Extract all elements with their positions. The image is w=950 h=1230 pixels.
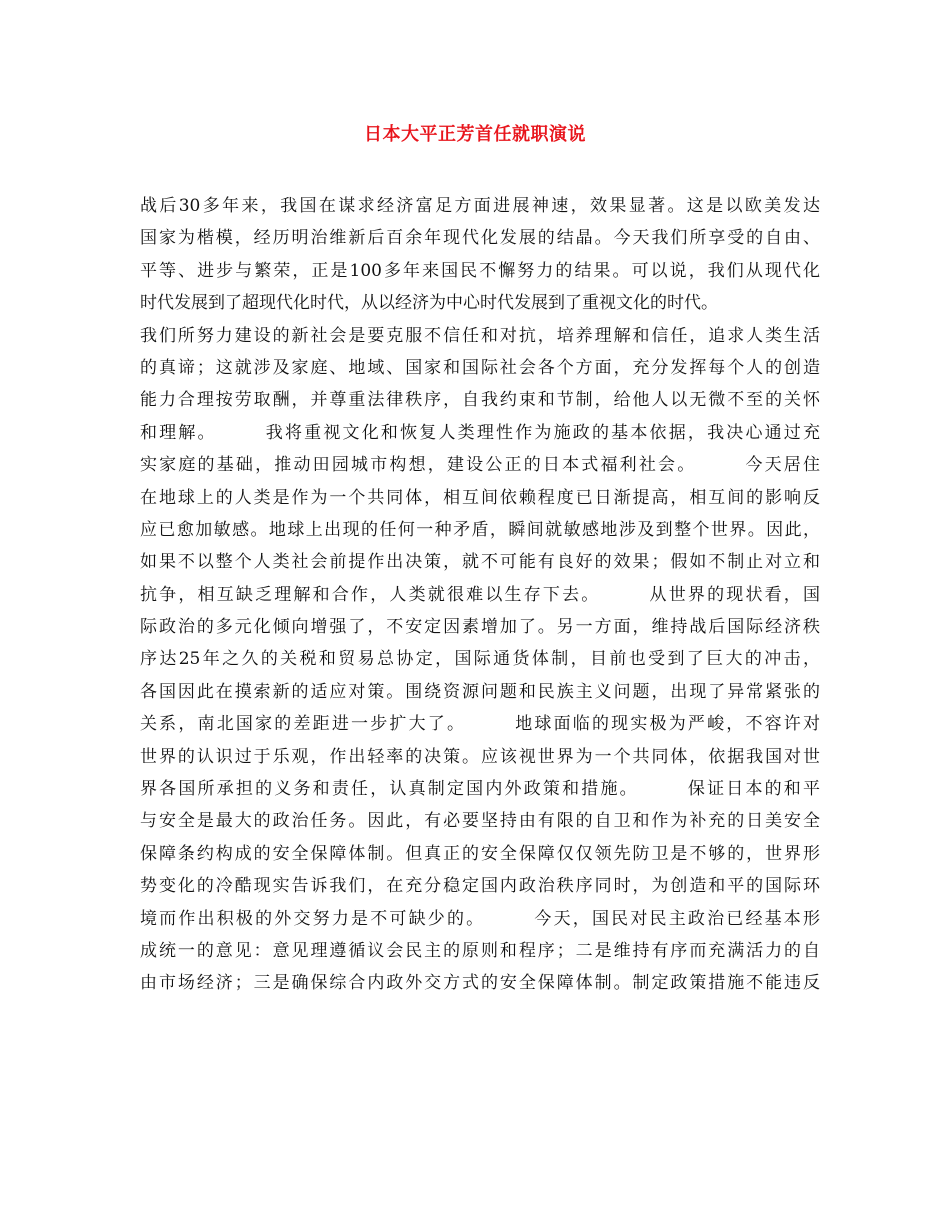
body-line: 势变化的冷酷现实告诉我们，在充分稳定国内政治秩序同时，为创造和平的国际环 [140, 876, 820, 897]
body-line: 如果不以整个人类社会前提作出决策，就不可能有良好的效果；假如不制止对立和 [140, 552, 820, 573]
body-line: 应已愈加敏感。地球上出现的任何一种矛盾，瞬间就敏感地涉及到整个世界。因此， [140, 519, 820, 540]
body-line: 成统一的意见：意见理遵循议会民主的原则和程序；二是维持有序而充满活力的自 [140, 940, 820, 961]
body-line: 实家庭的基础，推动田园城市构想，建设公正的日本式福利社会。 今天居住 [140, 455, 820, 476]
body-line: 关系，南北国家的差距进一步扩大了。 地球面临的现实极为严峻，不容许对 [140, 714, 820, 735]
body-line: 境而作出积极的外交努力是不可缺少的。 今天，国民对民主政治已经基本形 [140, 908, 820, 929]
body-line: 抗争，相互缺乏理解和合作，人类就很难以生存下去。 从世界的现状看，国 [140, 584, 820, 605]
body-line: 国家为楷模，经历明治维新后百余年现代化发展的结晶。今天我们所享受的自由、 [140, 228, 820, 249]
body-line: 序达25年之久的关税和贸易总协定，国际通货体制，目前也受到了巨大的冲击， [140, 649, 820, 670]
body-line: 的真谛；这就涉及家庭、地域、国家和国际社会各个方面，充分发挥每个人的创造 [140, 357, 820, 378]
body-line: 能力合理按劳取酬，并尊重法律秩序，自我约束和节制，给他人以无微不至的关怀 [140, 390, 820, 411]
body-line: 各国因此在摸索新的适应对策。围绕资源问题和民族主义问题，出现了异常紧张的 [140, 681, 820, 702]
body-line: 战后30多年来，我国在谋求经济富足方面进展神速，效果显著。这是以欧美发达 [140, 196, 820, 216]
body-line: 界各国所承担的义务和责任，认真制定国内外政策和措施。 保证日本的和平 [140, 779, 820, 800]
body-line: 与安全是最大的政治任务。因此，有必要坚持由有限的自卫和作为补充的日美安全 [140, 811, 820, 832]
body-line: 我们所努力建设的新社会是要克服不信任和对抗，培养理解和信任，追求人类生活 [140, 325, 820, 346]
body-line: 平等、进步与繁荣，正是100多年来国民不懈努力的结果。可以说，我们从现代化 [140, 260, 820, 281]
document-title: 日本大平正芳首任就职演说 [364, 124, 586, 145]
body-line: 在地球上的人类是作为一个共同体，相互间依赖程度已日渐提高，相互间的影响反 [140, 487, 820, 508]
document-body [140, 190, 820, 1000]
body-line: 时代发展到了超现代化时代，从以经济为中心时代发展到了重视文化的时代。 [140, 293, 718, 314]
body-line: 和理解。 我将重视文化和恢复人类理性作为施政的基本依据，我决心通过充 [140, 422, 820, 443]
body-line: 际政治的多元化倾向增强了，不安定因素增加了。另一方面，维持战后国际经济秩 [140, 617, 820, 638]
body-line: 世界的认识过于乐观，作出轻率的决策。应该视世界为一个共同体，依据我国对世 [140, 746, 820, 767]
body-line: 由市场经济；三是确保综合内政外交方式的安全保障体制。制定政策措施不能违反 [140, 973, 820, 994]
body-line: 保障条约构成的安全保障体制。但真正的安全保障仅仅领先防卫是不够的，世界形 [140, 843, 820, 864]
